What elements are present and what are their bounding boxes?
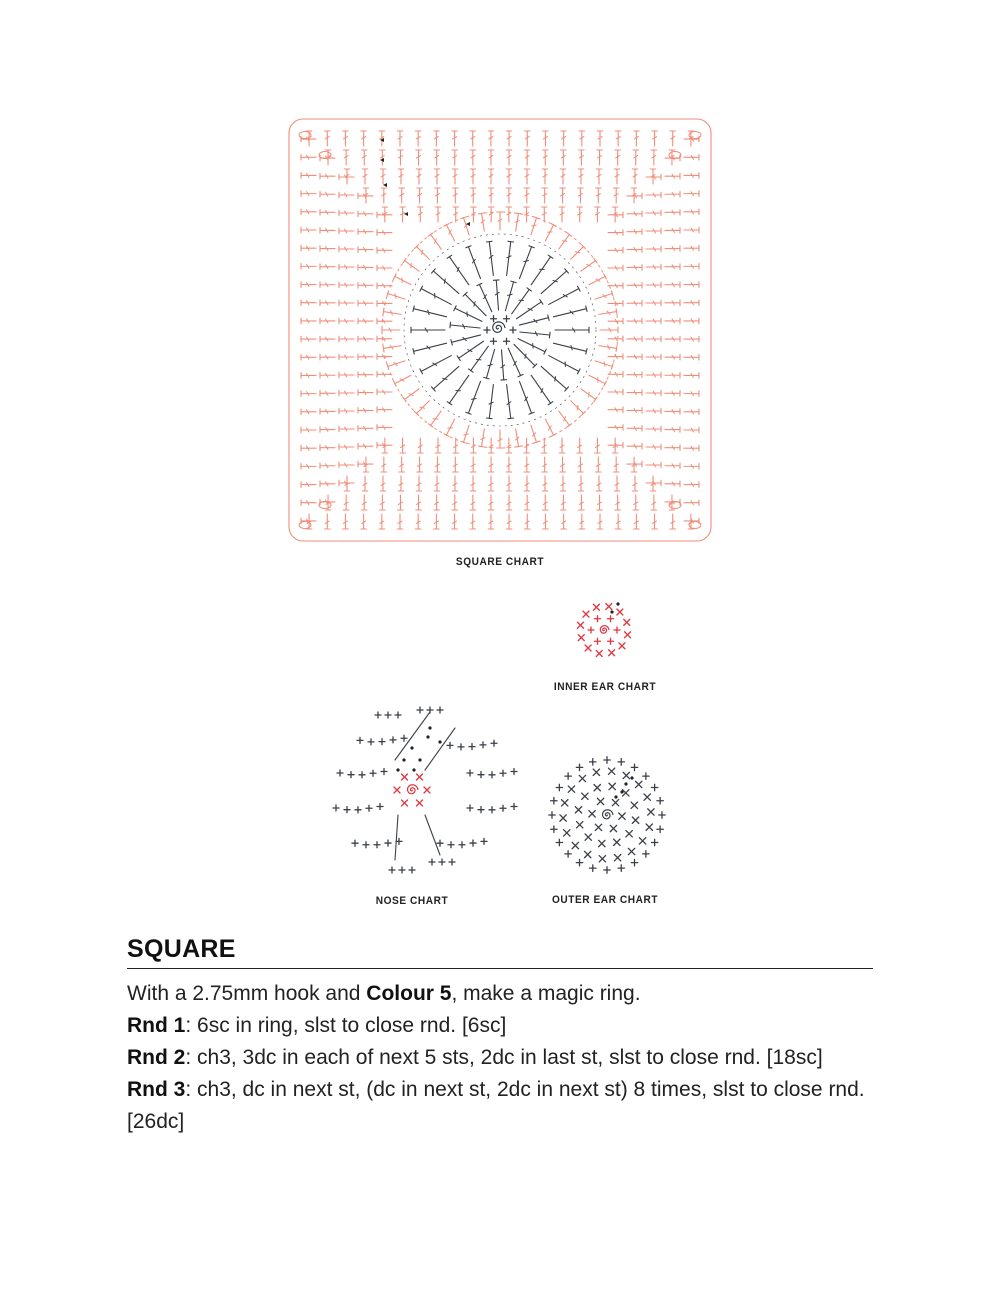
inner-stitch [549,332,550,338]
inner-stitch [514,344,535,365]
pattern-section [127,932,873,1138]
inner-stitch [421,356,451,372]
inner-stitch [450,322,451,328]
inner-stitch [571,345,572,349]
slst-dot [402,758,405,761]
inner-stitch [520,381,532,413]
section-title: SQUARE [127,932,873,969]
square-stitch [464,218,470,235]
inner-stitch [465,294,486,315]
inner-stitch [501,350,503,380]
inner-stitch [488,365,493,366]
square-stitch [395,294,396,299]
square-stitch [589,375,605,383]
nose-chart-caption: NOSE CHART [375,895,449,907]
inner-stitch [520,332,550,335]
square-stitch [581,389,596,400]
square-outline [289,119,711,541]
intro-colour: Colour 5 [366,982,452,1005]
square-stitch [559,235,570,250]
square-stitch [403,258,406,263]
round-3 [127,1074,873,1138]
square-stitch [405,261,420,272]
inner-stitch [450,325,480,328]
square-stitch [616,346,617,352]
inner-stitch [457,356,460,361]
slst-dot [624,782,627,785]
square-stitch [571,247,584,260]
round-text: : ch3, dc in next st, (dc in next st, 2dc in next st) 8 times, slst to close rnd. [26dc] [127,1078,865,1133]
inner-stitch [489,385,493,419]
square-stitch [616,309,617,315]
inner-stitch [586,349,587,354]
inner-stitch [520,247,532,279]
square-stitch [383,309,384,315]
inner-stitch [553,309,586,317]
inner-stitch [508,241,514,242]
inner-stitch [428,310,429,314]
square-stitch [571,401,584,414]
inner-stitch [549,289,579,305]
round-label: Rnd 2 [127,1046,186,1069]
inner-stitch [421,289,451,305]
inner-stitch [511,281,516,283]
chain-loop [669,502,681,509]
pattern-intro [127,978,873,1010]
square-stitch [479,213,485,214]
inner-stitch [447,255,452,258]
chain-loop [319,502,331,509]
inner-stitch [527,288,532,291]
square-stitch [532,225,537,226]
square-stitch [577,405,578,410]
slst-dot [614,795,617,798]
inner-stitch [541,366,566,389]
inner-stitch [508,294,513,295]
square-stitch [383,346,384,352]
inner-stitch [472,398,477,399]
magic-ring [493,322,505,333]
inner-stitch [459,341,484,358]
square-stitch [446,419,454,435]
inner-stitch [444,279,445,284]
square-stitch [388,361,405,367]
inner-stitch [471,346,489,370]
slst-dot [396,768,399,771]
inner-stitch [586,306,587,311]
square-chart-caption: SQUARE CHART [455,556,545,568]
square-stitch [422,250,423,255]
round-1 [127,1010,873,1042]
inner-stitch [553,343,586,351]
slst-dot [616,602,619,605]
round-2 [127,1042,873,1074]
inner-stitch [443,378,447,379]
inner-stitch [433,366,458,389]
slst-dot [438,740,441,743]
inner-stitch [449,375,468,403]
chain-loop [319,152,331,159]
inner-stitch [413,306,414,311]
intro-text-after: , make a magic ring. [451,982,641,1005]
inner-stitch [449,257,468,285]
inner-stitch [486,241,492,242]
square-stitch [395,276,411,284]
branch-line [425,815,440,855]
inner-stitch [489,242,493,276]
magic-ring [408,785,419,794]
square-stitch [479,446,485,447]
inner-stitch [508,348,520,375]
square-stitch [395,375,411,383]
inner-stitch [508,418,514,419]
inner-stitch [524,261,529,262]
outer-ear-chart [549,757,665,873]
inner-stitch [413,349,414,354]
square-stitch [559,411,570,426]
inner-stitch [549,356,579,372]
square-stitch [428,233,433,236]
inner-stitch [531,375,550,403]
inner-stitch [525,354,526,359]
magic-ring [603,810,614,819]
inner-stitch [474,302,475,307]
square-stitch [464,434,469,435]
square-stitch [594,258,597,263]
inner-stitch [518,339,545,352]
slst-dot [620,790,623,793]
square-stitch [516,213,522,214]
inner-stitch [548,402,553,405]
outer-ear-chart-caption: OUTER EAR CHART [551,894,659,906]
inner-stitch [414,343,447,351]
inner-stitch [479,284,491,311]
inner-stitch [486,418,492,419]
square-stitch [594,397,597,402]
branch-line [395,815,398,860]
inner-stitch [548,315,549,320]
square-stitch [428,424,433,427]
inner-stitch [468,247,480,279]
square-chart [289,119,711,541]
inner-stitch [469,369,474,372]
square-stitch [516,446,522,447]
start-marker [383,183,387,187]
square-stitch [567,424,572,427]
square-stitch [431,411,442,426]
inner-stitch [548,255,553,258]
inner-stitch [555,377,556,382]
square-stitch [417,401,430,414]
inner-stitch [507,242,511,276]
inner-stitch [531,257,550,285]
chain-loop [669,152,681,159]
inner-stitch [553,280,557,281]
inner-stitch [496,280,498,310]
inner-stitch [505,282,513,311]
inner-stitch [468,381,480,413]
slst-dot [412,768,415,771]
square-stitch [604,362,605,367]
inner-stitch [484,377,489,379]
square-stitch [420,407,425,408]
square-stitch [403,397,406,402]
square-stitch [575,252,580,253]
inner-stitch [452,335,481,342]
slst-dot [426,735,429,738]
square-stitch [589,276,605,284]
round-text: : ch3, 3dc in each of next 5 sts, 2dc in last st, slst to close rnd. [18sc] [185,1046,823,1069]
inner-ear-chart [577,602,630,656]
inner-stitch [451,340,452,345]
inner-stitch [517,302,542,319]
slst-dot [418,758,421,761]
inner-stitch [447,402,452,405]
slst-dot [610,610,613,613]
inner-stitch [486,349,494,378]
inner-stitch [519,318,548,325]
square-stitch [545,419,553,435]
slst-dot [410,746,413,749]
inner-stitch [455,308,482,321]
round-label: Rnd 3 [127,1078,186,1101]
square-stitch [545,225,553,241]
branch-line [395,712,430,760]
inner-stitch [433,271,458,294]
inner-stitch [541,271,566,294]
square-stitch [567,233,572,236]
round-text: : 6sc in ring, slst to close rnd. [6sc] [185,1014,507,1037]
square-stitch [446,225,454,241]
branch-line [425,728,455,770]
square-stitch [431,235,442,250]
inner-stitch [507,385,511,419]
inner-stitch [414,309,447,317]
slst-dot [630,776,633,779]
intro-text-before: With a 2.75mm hook and [127,982,367,1005]
inner-stitch [512,289,530,313]
magic-ring [600,626,609,634]
square-stitch [405,389,420,400]
square-stitch [595,294,612,300]
inner-ear-chart-caption: INNER EAR CHART [553,681,657,693]
square-stitch [417,247,430,260]
inner-stitch [540,300,543,305]
nose-chart [333,707,517,873]
round-label: Rnd 1 [127,1014,186,1037]
square-stitch [581,261,596,272]
slst-dot [428,726,431,729]
square-stitch [531,425,537,442]
